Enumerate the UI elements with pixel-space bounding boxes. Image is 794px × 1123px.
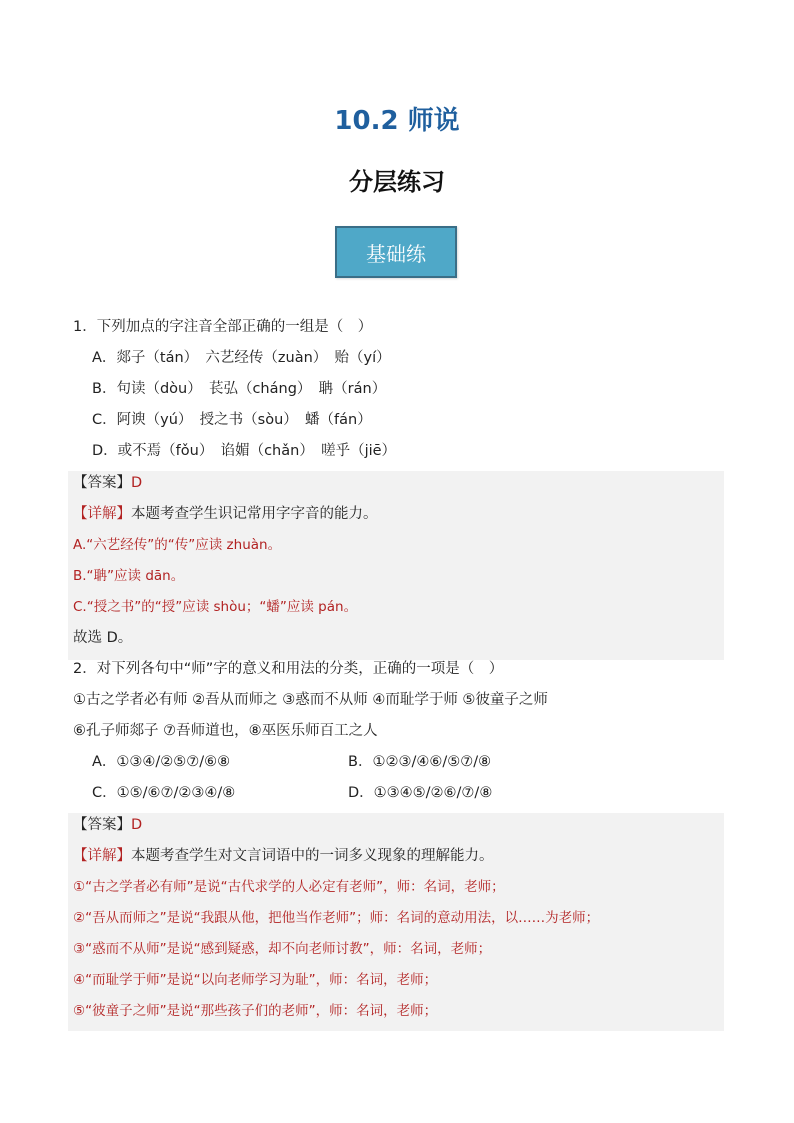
q2-detail [73, 846, 494, 866]
q1-option-b: B．句读（dòu） 苌弘（cháng） 聃（rán） [92, 381, 387, 397]
q2-option-b: B．①②③/④⑥/⑤⑦/⑧ [348, 754, 492, 770]
section-badge: 基础练 [335, 226, 457, 278]
q1-answer-tag: 【答案】 [73, 475, 131, 491]
page-title: 10.2 师说 [334, 106, 460, 136]
q2-answer [73, 815, 142, 835]
q1-answer [73, 473, 142, 493]
q2-sentences-line-2: ⑥孔子师郯子 ⑦吾师道也，⑧巫医乐师百工之人 [73, 723, 378, 739]
q2-option-a: A．①③④/②⑤⑦/⑥⑧ [92, 754, 231, 770]
q2-answer-tag: 【答案】 [73, 817, 131, 833]
q1-detail [73, 504, 378, 524]
q1-answer-value: D [131, 475, 143, 491]
q1-option-d: D．或不焉（fǒu） 谄媚（chǎn） 嗟乎（jiē） [92, 443, 397, 459]
q2-explanation-3: ③“惑而不从师”是说“感到疑惑，却不向老师讨教”，师：名词，老师； [73, 941, 492, 957]
q2-answer-value: D [131, 817, 143, 833]
q1-stem: 1．下列加点的字注音全部正确的一组是（ ） [73, 319, 373, 335]
q2-explanation-2: ②“吾从而师之”是说“我跟从他，把他当作老师”；师：名词的意动用法，以……为老师； [73, 910, 600, 926]
q2-detail-tag: 【详解】 [73, 848, 131, 864]
q2-option-c: C．①⑤/⑥⑦/②③④/⑧ [92, 785, 236, 801]
q1-detail-tag: 【详解】 [73, 506, 131, 522]
q2-detail-text: 本题考查学生对文言词语中的一词多义现象的理解能力。 [131, 848, 494, 864]
q1-conclusion: 故选 D。 [73, 630, 133, 646]
page-subtitle: 分层练习 [349, 168, 445, 196]
q1-explanation-a: A.“六艺经传”的“传”应读 zhuàn。 [73, 537, 282, 553]
q1-explanation-c: C.“授之书”的“授”应读 shòu；“蟠”应读 pán。 [73, 599, 358, 615]
q2-explanation-5: ⑤“彼童子之师”是说“那些孩子们的老师”，师：名词，老师； [73, 1003, 438, 1019]
q1-detail-text: 本题考查学生识记常用字字音的能力。 [131, 506, 378, 522]
q1-explanation-b: B.“聃”应读 dān。 [73, 568, 185, 584]
q2-explanation-4: ④“而耻学于师”是说“以向老师学习为耻”，师：名词，老师； [73, 972, 438, 988]
q2-option-d: D．①③④⑤/②⑥/⑦/⑧ [348, 785, 493, 801]
q2-stem: 2．对下列各句中“师”字的意义和用法的分类，正确的一项是（ ） [73, 661, 504, 677]
q1-option-a: A．郯子（tán） 六艺经传（zuàn） 贻（yí） [92, 350, 391, 366]
q1-option-c: C．阿谀（yú） 授之书（sòu） 蟠（fán） [92, 412, 372, 428]
q2-explanation-1: ①“古之学者必有师”是说“古代求学的人必定有老师”，师：名词，老师； [73, 879, 505, 895]
q2-sentences-line-1: ①古之学者必有师 ②吾从而师之 ③惑而不从师 ④而耻学于师 ⑤彼童子之师 [73, 692, 548, 708]
